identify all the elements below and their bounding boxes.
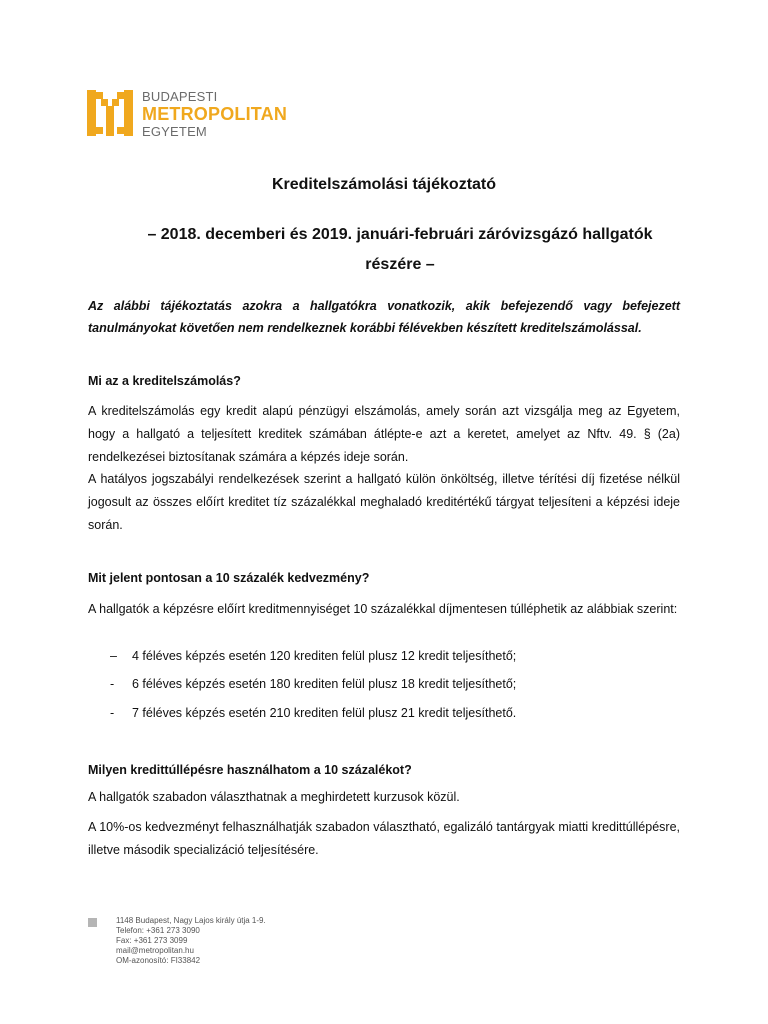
list-item — [110, 649, 516, 663]
document-title: Kreditelszámolási tájékoztató — [271, 176, 497, 193]
university-logo — [87, 90, 287, 138]
footer-contact — [88, 916, 266, 966]
logo-mark-icon — [87, 90, 133, 136]
subtitle-line2: részére – — [365, 256, 435, 273]
section3-paragraph2: A 10%-os kedvezményt felhasználhatják szabadon választható, egalizáló tantárgyak miatti kredittúllépésre, illetve második specializáció teljesítésére. — [88, 820, 680, 857]
list-bullet: – — [110, 649, 117, 663]
section2-heading: Mit jelent pontosan a 10 százalék kedvezmény? — [88, 571, 370, 585]
section1-paragraph2: A hatályos jogszabályi rendelkezések szerint a hallgató külön önköltség, illetve térítési díj fizetése nélkül jogosult az összes előírt kreditet tíz százalékkal meghaladó kreditértékű tárgyat teljesíteni a képzési ideje során. — [88, 472, 680, 532]
footer-email: mail@metropolitan.hu — [116, 946, 194, 955]
list-item-text: 6 féléves képzés esetén 180 krediten felül plusz 18 kredit teljesíthető; — [132, 677, 517, 691]
logo-text-line3: EGYETEM — [142, 124, 207, 139]
list-item — [110, 677, 516, 691]
document-subtitle — [80, 220, 720, 280]
list-bullet: - — [110, 706, 115, 720]
section3-paragraph1: A hallgatók szabadon választhatnak a meghirdetett kurzusok közül. — [88, 790, 460, 804]
logo-text-line1: BUDAPESTI — [142, 89, 218, 104]
logo-text-line2: METROPOLITAN — [142, 104, 288, 124]
section3-heading: Milyen kredittúllépésre használhatom a 10 százalékot? — [88, 763, 412, 777]
footer-square-icon — [88, 918, 97, 927]
footer-om-id: OM-azonosító: FI33842 — [116, 956, 201, 965]
list-item-text: 7 féléves képzés esetén 210 krediten felül plusz 21 kredit teljesíthető. — [132, 706, 517, 720]
section1-paragraph1: A kreditelszámolás egy kredit alapú pénzügyi elszámolás, amely során azt vizsgálja meg az Egyetem, hogy a hallgató a teljesített kreditek számában átlépte-e azt a keretet, amelyet az Nftv. 49. § (2a) rendelkezései biztosítanak számára a képzés ideje során. — [88, 404, 680, 464]
list-bullet: - — [110, 677, 115, 691]
section1-heading: Mi az a kreditelszámolás? — [88, 374, 241, 388]
subtitle-line1: – 2018. decemberi és 2019. januári-februári záróvizsgázó hallgatók — [147, 226, 653, 243]
footer-fax: Fax: +361 273 3099 — [116, 936, 188, 945]
intro-paragraph: Az alábbi tájékoztatás azokra a hallgatókra vonatkozik, akik befejezendő vagy befejezett tanulmányokat követően nem rendelkeznek korábbi félévekben készített kreditelszámolással. — [88, 299, 680, 335]
footer-phone: Telefon: +361 273 3090 — [116, 926, 200, 935]
list-item-text: 4 féléves képzés esetén 120 krediten felül plusz 12 kredit teljesíthető; — [132, 649, 517, 663]
section2-paragraph1: A hallgatók a képzésre előírt kreditmennyiséget 10 százalékkal díjmentesen túlléphetik az alábbiak szerint: — [88, 602, 678, 616]
footer-address: 1148 Budapest, Nagy Lajos király útja 1-9. — [116, 916, 266, 925]
list-item — [110, 706, 516, 720]
